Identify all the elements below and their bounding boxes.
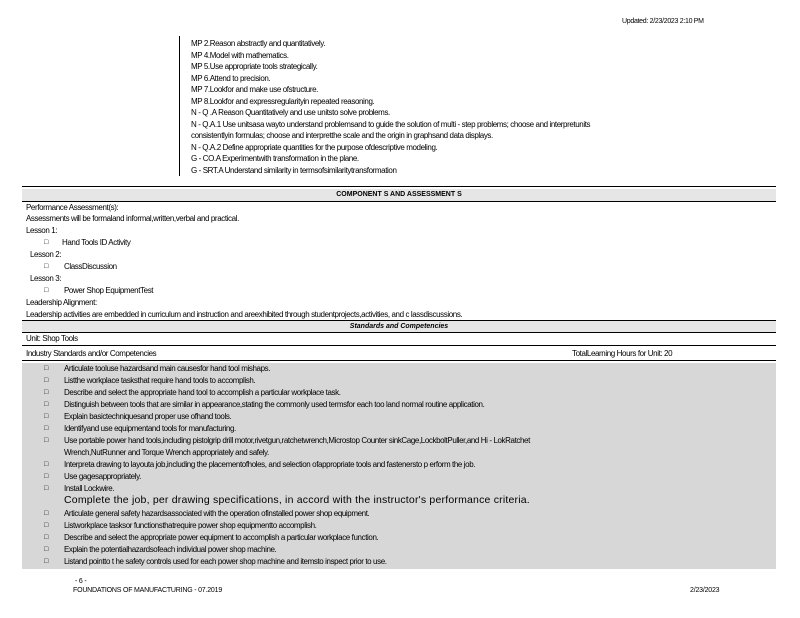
bullet-icon: □	[44, 510, 49, 517]
competency-item: Describe and select the appropriate power equipment to accomplish a particular workplace function.	[64, 533, 379, 542]
lesson-item: Power Shop EquipmentTest	[64, 286, 154, 295]
mp-line: MP 7.Lookfor and make use ofstructure.	[191, 85, 318, 94]
mp-line: N - Q.A.2 Define appropriate quantities for the purpose ofdescriptive modeling.	[191, 142, 438, 152]
column-divider	[179, 36, 180, 176]
lesson-item: Hand Tools ID Activity	[62, 238, 131, 247]
bullet-icon: □	[44, 263, 48, 270]
unit-label: Unit: Shop Tools	[26, 334, 78, 343]
footer-date: 2/23/2023	[690, 587, 720, 594]
bullet-icon: □	[44, 425, 49, 432]
competency-item: Listand pointto t he safety controls used for each power shop machine and itemsto inspect prior to use.	[64, 557, 387, 566]
mp-line: G - CO.A Experimentwith transformation in the plane.	[191, 154, 359, 163]
mp-line: G - SRT.A Understand similarity in termsofsimilaritytransformation	[191, 165, 397, 175]
lesson-2-label: Lesson 2:	[30, 250, 62, 259]
competency-item: Listthe workplace tasksthat require hand tools to accomplish.	[64, 376, 256, 385]
competency-item: Complete the job, per drawing specifications, in accord with the instructor's performance criteria.	[64, 494, 530, 506]
assessments-text: Assessments will be formaland informal,written,verbal and practical.	[26, 214, 239, 223]
standards-heading: Standards and Competencies	[22, 321, 776, 332]
competency-item: Use gagesappropriately.	[64, 472, 141, 481]
mp-line: N - Q .A Reason Quantitatively and use unitsto solve problems.	[191, 108, 390, 117]
lesson-3-label: Lesson 3:	[30, 274, 62, 283]
divider	[22, 332, 776, 333]
total-hours: TotalLearning Hours for Unit: 20	[572, 349, 673, 358]
bullet-icon: □	[44, 473, 49, 480]
components-heading: COMPONENT S AND ASSESSMENT S	[22, 189, 776, 201]
competency-item: Install Lockwire.	[64, 484, 115, 493]
bullet-icon: □	[44, 485, 49, 492]
mp-line: N - Q.A.1 Use unitsasa wayto understand problemsand to guide the solution of multi - step problems; choose and interpretunits	[191, 119, 591, 129]
mp-line: MP 6.Attend to precision.	[191, 73, 271, 83]
math-practices-list	[191, 38, 751, 176]
competency-item: Articulate tooluse hazardsand main causesfor hand tool mishaps.	[64, 364, 271, 373]
lesson-item: ClassDiscussion	[64, 262, 117, 271]
leadership-alignment-label: Leadership Alignment:	[26, 298, 97, 307]
footer-left: FOUNDATIONS OF MANUFACTURING - 07.2019	[73, 587, 223, 594]
updated-timestamp: Updated: 2/23/2023 2:10 PM	[622, 18, 704, 25]
divider	[22, 345, 776, 346]
leadership-text: Leadership activities are embedded in curriculum and instruction and areexhibited through studentprojects,activities, and c lassdiscussions.	[26, 310, 463, 319]
mp-line: MP 2.Reason abstractly and quantitatively.	[191, 39, 326, 48]
bullet-icon: □	[44, 389, 49, 396]
competency-item: Wrench,NutRunner and Torque Wrench appropriately and safely.	[64, 448, 269, 457]
bullet-icon: □	[44, 287, 48, 294]
bullet-icon: □	[44, 558, 49, 565]
divider	[22, 201, 776, 202]
competency-item: Explain the potentialhazardsofeach individual power shop machine.	[64, 545, 277, 554]
mp-line: MP 5.Use appropriate tools strategically.	[191, 62, 318, 71]
bullet-icon: □	[44, 401, 49, 408]
standards-header-left: Industry Standards and/or Competencies	[26, 349, 157, 358]
bullet-icon: □	[44, 522, 49, 529]
competency-item: Interpreta drawing to layouta job,including the placementofholes, and selection ofappropriate tools and fastenersto p erform the job.	[64, 460, 476, 469]
bullet-icon: □	[44, 239, 48, 246]
competency-item: Articulate general safety hazardsassociated with the operation ofinstalled power shop equipment.	[64, 509, 370, 518]
competency-item: Use portable power hand tools,including pistolgrip drill motor,rivetgun,ratchetwrench,Microstop Counter sinkCage,LockboltPuller,and Hi - LokRatchet	[64, 436, 530, 445]
lesson-1-label: Lesson 1:	[26, 226, 58, 235]
bullet-icon: □	[44, 365, 49, 372]
bullet-icon: □	[44, 413, 49, 420]
bullet-icon: □	[44, 534, 49, 541]
divider	[22, 360, 776, 361]
competency-item: Identifyand use equipmentand tools for manufacturing.	[64, 424, 236, 433]
mp-line: MP 8.Lookfor and expressregularityin repeated reasoning.	[191, 96, 375, 106]
divider	[22, 186, 776, 187]
page-number: - 6 -	[75, 578, 87, 585]
mp-line: consistentlyin formulas; choose and interpretthe scale and the origin in graphsand data displays.	[191, 131, 493, 140]
competency-item: Distinguish between tools that are similar in appearance,stating the commonly used termsfor each too land normal routine application.	[64, 400, 485, 409]
bullet-icon: □	[44, 461, 49, 468]
competency-item: Describe and select the appropriate hand tool to accomplish a particular workplace task.	[64, 388, 341, 397]
competency-item: Listworkplace tasksor functionsthatrequire power shop equipmentto accomplish.	[64, 521, 317, 530]
bullet-icon: □	[44, 377, 49, 384]
performance-assessment-label: Performance Assessment(s):	[26, 203, 119, 212]
mp-line: MP 4.Model with mathematics.	[191, 50, 289, 60]
bullet-icon: □	[44, 437, 49, 444]
competency-item: Explain basictechniquesand proper use ofhand tools.	[64, 412, 232, 421]
bullet-icon: □	[44, 546, 49, 553]
